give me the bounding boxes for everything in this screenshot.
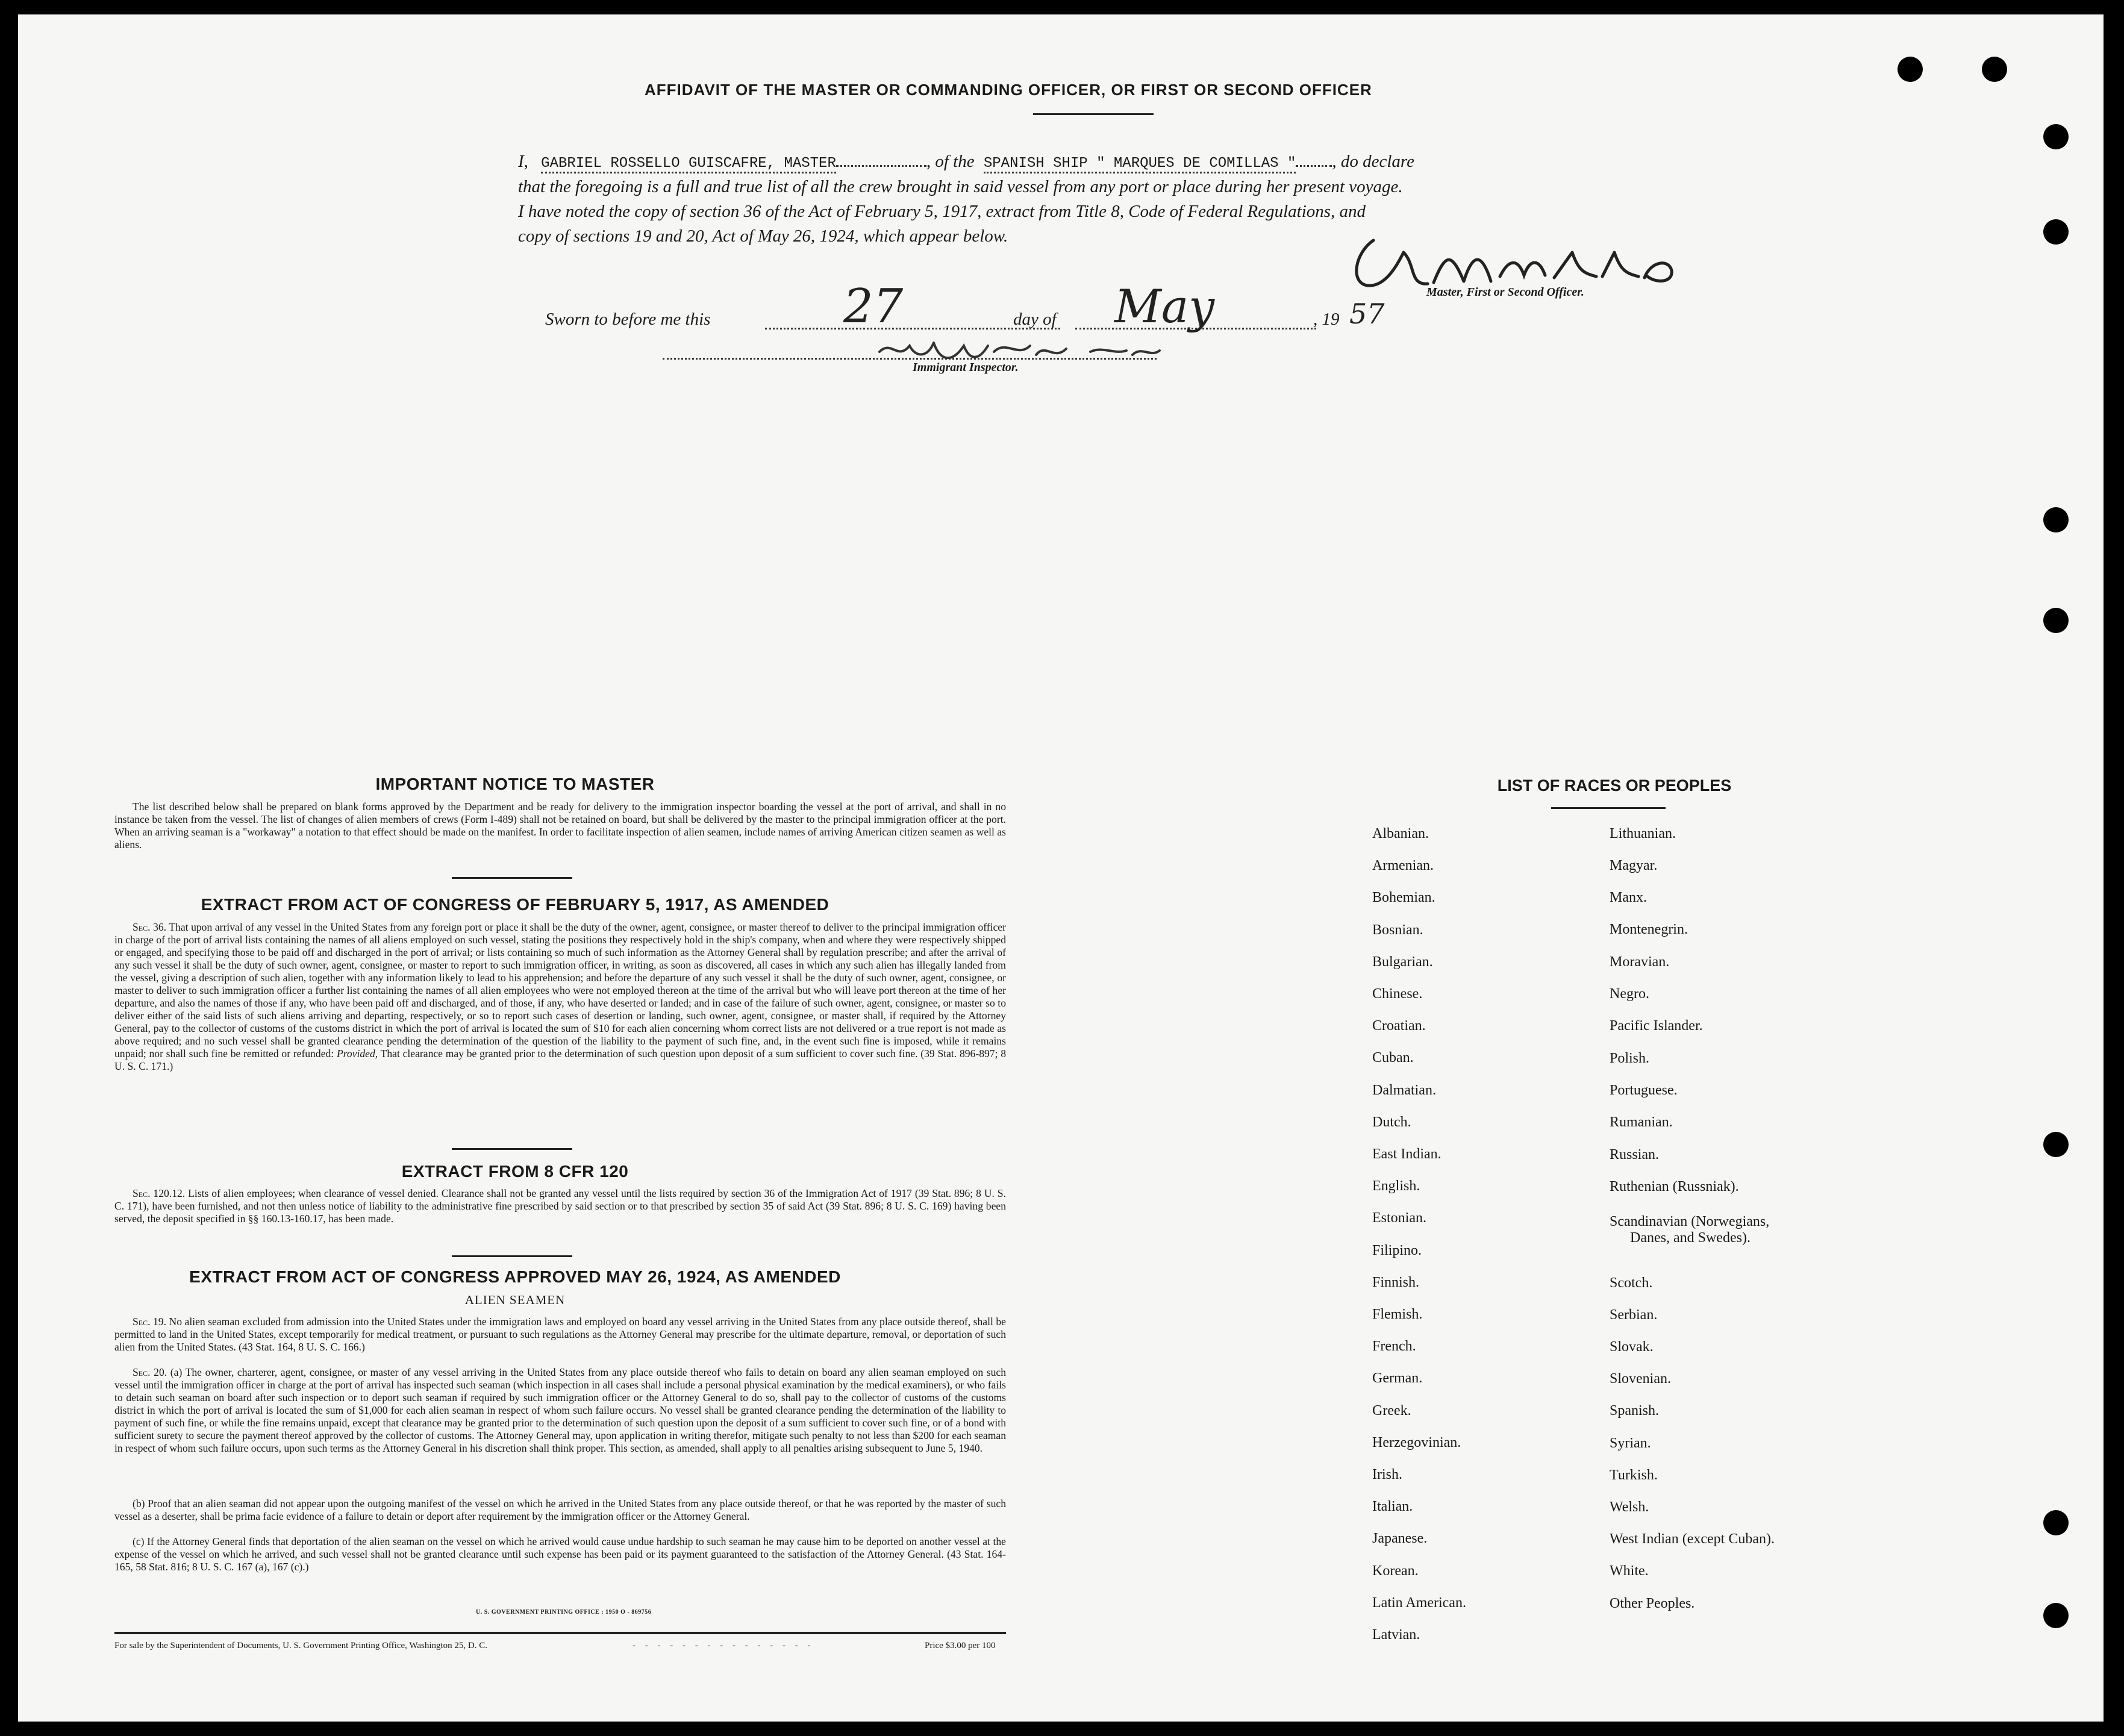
punch-hole xyxy=(2043,1510,2069,1535)
race-item: Polish. xyxy=(1610,1051,1650,1066)
sec-20c-paragraph: (c) If the Attorney General finds that deportation of the alien seaman on the vessel on which he arrived would cause undue hardship to such seaman he may cause him to be deported on another vessel at the expense of the vessel on which he arrived, and such vessel shall not be granted clearance until such expense has been paid or its payment guaranteed to the satisfaction of the Attorney General. (43 Stat. 164-165, 58 Stat. 816; 8 U. S. C. 167 (a), 167 (c).) xyxy=(114,1535,1006,1573)
sec-19-paragraph xyxy=(114,1316,1006,1354)
race-item: Albanian. xyxy=(1372,826,1429,841)
race-item: Armenian. xyxy=(1372,858,1434,874)
race-item: Latin American. xyxy=(1372,1594,1466,1611)
title-underline xyxy=(1033,113,1154,115)
text-do-declare: , do declare xyxy=(1332,152,1414,171)
affidavit-line-1 xyxy=(518,152,1414,172)
race-item: Flemish. xyxy=(1372,1307,1423,1322)
race-item: Welsh. xyxy=(1610,1499,1649,1515)
punch-hole xyxy=(2043,219,2069,245)
provided-word: Provided, xyxy=(336,1048,378,1060)
inspector-signature-line xyxy=(663,358,1157,360)
inspector-caption: Immigrant Inspector. xyxy=(913,361,1019,374)
affidavit-line-4: copy of sections 19 and 20, Act of May 26, 1924, which appear below. xyxy=(518,226,1008,246)
master-name: GABRIEL ROSSELLO GUISCAFRE, MASTER xyxy=(541,155,836,173)
race-item: Cuban. xyxy=(1372,1050,1414,1066)
race-item: Slovak. xyxy=(1610,1339,1654,1355)
punch-hole xyxy=(1982,57,2007,82)
master-signature xyxy=(1343,228,1717,295)
document-page xyxy=(18,14,2104,1722)
sec-36-text-end: That clearance may be granted prior to the determination of such question upon deposit of a sum sufficient to cover such fine. (39 Stat. 896-897; 8 U. S. C. 171.) xyxy=(114,1048,1006,1072)
race-item: English. xyxy=(1372,1178,1420,1194)
sworn-day-of: day of xyxy=(1013,310,1057,329)
race-item: Scotch. xyxy=(1610,1275,1653,1291)
sworn-year-handwritten: 57 xyxy=(1349,298,1385,330)
race-item: Moravian. xyxy=(1610,954,1670,970)
extract-1917-body xyxy=(114,921,1006,1073)
affidavit-line-3: I have noted the copy of section 36 of the Act of February 5, 1917, extract from Title 8, Code of Federal Regulations, and xyxy=(518,202,1366,221)
race-item: Estonian. xyxy=(1372,1210,1426,1226)
sec-20a-text: (a) The owner, charterer, agent, consignee, or master of any vessel arriving in the United States from any place outside thereof who fails to detain on board any alien seaman employed on such vessel until the immigration officer in charge at the port of arrival has inspected such seaman (which inspection in all cases shall include a personal physical examination by the medical examiners), or who fails to detain such seaman on board after such inspection or to deport such seaman if required by such immigration officer or the Attorney General to do so, shall pay to the collector of customs of the customs district in which the port of arrival is located the sum of $1,000 for each alien seaman in respect of whom such failure occurs. No vessel shall be granted clearance pending the determination of the liability to payment of such fine, or while the fine remains unpaid, except that clearance may be granted prior to the determination of such question upon the deposit of a sum sufficient to cover such fine, or of a bond with sufficient surety to secure the payment thereof approved by the collector of customs. The Attorney General may, upon application in writing therefor, mitigate such penalty to not less than $200 for each seaman in respect of whom such failure occurs, upon such terms as the Attorney General in his discretion shall think proper. This section, as amended, shall apply to all penalties arising subsequent to June 5, 1940. xyxy=(114,1366,1006,1454)
race-item: Filipino. xyxy=(1372,1242,1422,1258)
race-item: Montenegrin. xyxy=(1610,922,1688,937)
race-item: Rumanian. xyxy=(1610,1114,1673,1130)
race-item: Finnish. xyxy=(1372,1274,1420,1290)
race-item: Bohemian. xyxy=(1372,890,1435,906)
race-item: West Indian (except Cuban). xyxy=(1610,1531,1775,1547)
signature-caption: Master, First or Second Officer. xyxy=(1426,286,1584,299)
race-item: Manx. xyxy=(1610,890,1647,905)
race-item: Croatian. xyxy=(1372,1018,1426,1034)
race-item: Portuguese. xyxy=(1610,1082,1678,1098)
punch-hole xyxy=(2043,507,2069,532)
sworn-line xyxy=(545,310,710,329)
race-item: Japanese. xyxy=(1372,1531,1428,1547)
sec-120-label: Sec. 120.12. xyxy=(133,1187,186,1199)
race-item: Magyar. xyxy=(1610,858,1658,873)
race-item: Slovenian. xyxy=(1610,1371,1671,1387)
race-item: Bosnian. xyxy=(1372,922,1423,938)
affidavit-title: AFFIDAVIT OF THE MASTER OR COMMANDING OFFICER, OR FIRST OR SECOND OFFICER xyxy=(645,81,1372,99)
race-item: Other Peoples. xyxy=(1610,1596,1695,1611)
sworn-prefix: Sworn to before me this xyxy=(545,310,711,329)
punch-hole xyxy=(2043,1132,2069,1157)
race-item: Syrian. xyxy=(1610,1435,1651,1451)
race-item: Pacific Islander. xyxy=(1610,1018,1703,1034)
race-item: Herzegovinian. xyxy=(1372,1434,1461,1450)
sworn-year-prefix: , 19 xyxy=(1313,310,1340,329)
sec-36-text: That upon arrival of any vessel in the United States from any foreign port or place it shall be the duty of the owner, agent, consignee, or master thereof to deliver to the principal immigration officer in charge of the port of arrival lists containing the names of all aliens employed on such vessel, stating the positions they respectively hold in the ship's company, when and where they were respectively shipped or engaged, and specifying those to be paid off and discharged in the port of arrival; or lists containing so much of such information as the Attorney General shall by regulation prescribe; and after the arrival of any such vessel it shall be the duty of such owner, agent, consignee, or master to report to such immigration officer, in writing, as soon as discovered, all cases in which any such alien has illegally landed from the vessel, giving a description of such alien, together with any information likely to lead to his apprehension; and before the departure of any such vessel it shall be the duty of such owner, agent, consignee, or master to deliver to such immigration officer a further list containing the names of all alien employees who were not employed thereon at the time of the arrival but who will leave port thereon at the time of her departure, and also the names of those if any, who have been paid off and discharged, and of those, if any, who have deserted or landed; and in case of the failure of such owner, agent, consignee, or master so to deliver either of the said lists of such aliens arriving and departing, respectively, or so to report such cases of desertion or landing, such owner, agent, consignee, or master shall, if required by the Attorney General, pay to the collector of customs of the customs district in which the port of arrival is located the sum of $10 for each alien concerning whom correct lists are not delivered or a true report is not made as above required; and no such vessel shall be granted clearance pending the determination of the question of the liability to the payment of such fine, and, in the event such fine is imposed, while it remains unpaid; nor shall such fine be remitted or refunded: xyxy=(114,921,1006,1060)
divider xyxy=(452,877,572,879)
race-item: Turkish. xyxy=(1610,1467,1658,1483)
race-item: Latvian. xyxy=(1372,1627,1420,1643)
affidavit-line-2: that the foregoing is a full and true list of all the crew brought in said vessel from any port or place during her present voyage. xyxy=(518,177,1403,196)
vessel-name: SPANISH SHIP " MARQUES DE COMILLAS " xyxy=(984,155,1296,173)
race-item: Spanish. xyxy=(1610,1403,1660,1419)
punch-hole xyxy=(2043,1603,2069,1628)
race-item: Ruthenian (Russniak). xyxy=(1610,1179,1739,1194)
race-item: Greek. xyxy=(1372,1402,1411,1419)
race-item: Dalmatian. xyxy=(1372,1082,1436,1098)
footer-dashes: - - - - - - - - - - - - - - - xyxy=(633,1641,814,1650)
race-item: Chinese. xyxy=(1372,986,1423,1002)
text-i: I, xyxy=(518,152,528,171)
sec-20b-paragraph: (b) Proof that an alien seaman did not appear upon the outgoing manifest of the vessel on which he arrived in the United States from any place outside thereof, or that he was reported by the master of such vessel as a deserter, shall be prima facie evidence of a failure to detain or deport after requirement by the immigration officer or the Attorney General. xyxy=(114,1497,1006,1522)
race-item: German. xyxy=(1372,1370,1423,1387)
race-item: Dutch. xyxy=(1372,1114,1411,1130)
extract-cfr-body xyxy=(114,1187,1006,1225)
notice-body: The list described below shall be prepared on blank forms approved by the Department and be ready for delivery to the immigration inspector boarding the vessel at the port of arrival, and shall in no instance be taken from the vessel. The list of changes of alien members of crews (Form I-489) shall not be retained on board, but shall be delivered by the master to the principal immigration officer at the port. When an arriving seaman is a "workaway" a notation to that effect should be made on the manifest. In order to facilitate inspection of alien seamen, include names of arriving American citizen seamen as well as aliens. xyxy=(114,801,1006,851)
divider xyxy=(452,1148,572,1150)
notice-title: IMPORTANT NOTICE TO MASTER xyxy=(375,775,655,793)
sec-19-label: Sec. 19. xyxy=(133,1316,167,1328)
race-item: Lithuanian. xyxy=(1610,826,1676,841)
race-item: Serbian. xyxy=(1610,1307,1658,1323)
text-of-the: , of the xyxy=(926,152,975,171)
sec-20a-paragraph xyxy=(114,1366,1006,1455)
races-title: LIST OF RACES OR PEOPLES xyxy=(1497,776,1732,795)
race-item: Scandinavian (Norwegians, xyxy=(1610,1214,1770,1229)
sec-20-label: Sec. 20. xyxy=(133,1366,167,1378)
for-sale-note: For sale by the Superintendent of Documents, U. S. Government Printing Office, Washington 25, D. C. xyxy=(114,1641,487,1650)
punch-hole xyxy=(1898,57,1923,82)
race-item: Negro. xyxy=(1610,986,1649,1002)
sec-120-text: Lists of alien employees; when clearance of vessel denied. Clearance shall not be granted any vessel until the lists required by section 36 of the Immigration Act of 1917 (39 Stat. 896; 8 U. S. C. 171), have been furnished, and not then unless notice of liability to the administrative fine prescribed by said section or to that prescribed by section 35 of said Act (39 Stat. 896; 8 U. S. C. 169) having been served, the deposit specified in §§ 160.13-160.17, has been made. xyxy=(114,1187,1006,1225)
race-item: French. xyxy=(1372,1338,1416,1355)
race-item: Russian. xyxy=(1610,1147,1660,1163)
races-title-underline xyxy=(1551,807,1666,809)
alien-seamen-subtitle: ALIEN SEAMEN xyxy=(464,1293,566,1307)
extract-1917-title: EXTRACT FROM ACT OF CONGRESS OF FEBRUARY 5, 1917, AS AMENDED xyxy=(201,895,829,914)
race-item: Korean. xyxy=(1372,1563,1419,1579)
price-note: Price $3.00 per 100 xyxy=(925,1641,996,1650)
punch-hole xyxy=(2043,124,2069,149)
sworn-month-handwritten: May xyxy=(1114,279,1215,333)
extract-cfr-title: EXTRACT FROM 8 CFR 120 xyxy=(401,1162,629,1181)
race-item: Bulgarian. xyxy=(1372,954,1433,970)
sworn-day-handwritten: 27 xyxy=(843,279,904,334)
race-item: White. xyxy=(1610,1563,1649,1579)
race-item: East Indian. xyxy=(1372,1146,1442,1162)
footer-rule xyxy=(114,1632,1006,1634)
sec-19-text: No alien seaman excluded from admission into the United States under the immigration laws and employed on board any vessel arriving in the United States from any place outside thereof, shall be permitted to land in the United States, except temporarily for medical treatment, or pursuant to such regulations as the Attorney General may prescribe for the ultimate departure, removal, or deportation of such alien from the United States. (43 Stat. 164, 8 U. S. C. 166.) xyxy=(114,1316,1006,1353)
sec-36-label: Sec. 36. xyxy=(133,921,167,933)
punch-hole xyxy=(2043,608,2069,633)
divider xyxy=(452,1255,572,1257)
race-item: Danes, and Swedes). xyxy=(1630,1230,1751,1246)
race-item: Italian. xyxy=(1372,1499,1413,1515)
extract-1924-title: EXTRACT FROM ACT OF CONGRESS APPROVED MAY 26, 1924, AS AMENDED xyxy=(189,1267,841,1286)
gpo-imprint: U. S. GOVERNMENT PRINTING OFFICE : 1950 O - 869756 xyxy=(476,1609,652,1616)
race-item: Irish. xyxy=(1372,1467,1402,1482)
